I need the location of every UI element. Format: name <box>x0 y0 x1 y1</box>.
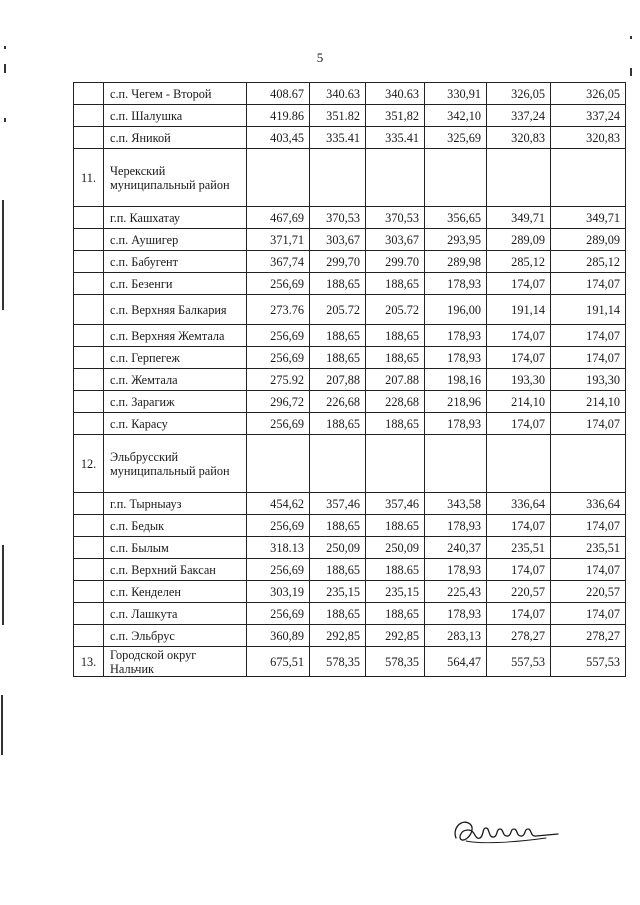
tariff-value-cell: 357,46 <box>310 493 366 515</box>
tariff-value-cell <box>247 149 310 207</box>
row-number-cell <box>74 515 104 537</box>
table-row <box>74 83 626 105</box>
settlement-name-cell: с.п. Карасу <box>104 413 247 435</box>
tariff-value-cell: 285,12 <box>551 251 626 273</box>
tariff-value-cell: 191,14 <box>487 295 551 325</box>
settlement-name-cell: с.п. Лашкута <box>104 603 247 625</box>
tariff-value-cell: 235,15 <box>366 581 425 603</box>
tariff-value-cell <box>366 149 425 207</box>
row-number-cell: 11. <box>74 149 104 207</box>
row-number-cell <box>74 273 104 295</box>
tariff-value-cell: 214,10 <box>551 391 626 413</box>
tariff-value-cell: 188,65 <box>310 273 366 295</box>
tariff-value-cell: 296,72 <box>247 391 310 413</box>
settlement-name-cell: с.п. Герпегеж <box>104 347 247 369</box>
tariff-value-cell: 356,65 <box>425 207 487 229</box>
tariff-value-cell: 337,24 <box>551 105 626 127</box>
tariff-value-cell: 178,93 <box>425 515 487 537</box>
settlement-name-cell: с.п. Жемтала <box>104 369 247 391</box>
table-row <box>74 347 626 369</box>
tariff-value-cell: 278,27 <box>551 625 626 647</box>
tariff-value-cell <box>310 149 366 207</box>
tariff-table-body <box>74 83 626 677</box>
tariff-value-cell: 218,96 <box>425 391 487 413</box>
tariff-value-cell <box>247 435 310 493</box>
tariff-value-cell: 289,09 <box>551 229 626 251</box>
tariff-value-cell: 403,45 <box>247 127 310 149</box>
table-row <box>74 273 626 295</box>
tariff-value-cell: 325,69 <box>425 127 487 149</box>
tariff-value-cell: 178,93 <box>425 603 487 625</box>
tariff-value-cell: 320,83 <box>551 127 626 149</box>
tariff-value-cell: 207.88 <box>366 369 425 391</box>
settlement-name-cell: г.п. Тырныауз <box>104 493 247 515</box>
tariff-value-cell: 299,70 <box>310 251 366 273</box>
row-number-cell <box>74 559 104 581</box>
settlement-name-cell: с.п. Верхняя Балкария <box>104 295 247 325</box>
row-number-cell <box>74 369 104 391</box>
tariff-value-cell: 198,16 <box>425 369 487 391</box>
tariff-value-cell <box>487 149 551 207</box>
settlement-name-cell: Эльбрусский муниципальный район <box>104 435 247 493</box>
tariff-value-cell: 335.41 <box>310 127 366 149</box>
page-number: 5 <box>316 50 324 65</box>
tariff-value-cell <box>310 435 366 493</box>
settlement-name-cell: Городской округ Нальчик <box>104 647 247 677</box>
table-row <box>74 625 626 647</box>
table-row <box>74 413 626 435</box>
tariff-value-cell: 188,65 <box>310 559 366 581</box>
tariff-value-cell: 256,69 <box>247 603 310 625</box>
row-number-cell <box>74 207 104 229</box>
settlement-name-cell: с.п. Бедык <box>104 515 247 537</box>
table-row <box>74 581 626 603</box>
tariff-value-cell: 174,07 <box>551 413 626 435</box>
tariff-value-cell: 188,65 <box>366 347 425 369</box>
tariff-value-cell: 250,09 <box>310 537 366 559</box>
row-number-cell <box>74 105 104 127</box>
row-number-cell <box>74 325 104 347</box>
tariff-value-cell: 408.67 <box>247 83 310 105</box>
tariff-value-cell: 357,46 <box>366 493 425 515</box>
tariff-value-cell: 256,69 <box>247 347 310 369</box>
tariff-value-cell: 367,74 <box>247 251 310 273</box>
tariff-value-cell: 557,53 <box>487 647 551 677</box>
settlement-name-cell: с.п. Былым <box>104 537 247 559</box>
table-row <box>74 207 626 229</box>
tariff-value-cell: 564,47 <box>425 647 487 677</box>
district-header-row <box>74 435 626 493</box>
table-row <box>74 493 626 515</box>
tariff-value-cell: 174,07 <box>551 603 626 625</box>
tariff-value-cell: 188,65 <box>310 603 366 625</box>
tariff-value-cell: 371,71 <box>247 229 310 251</box>
tariff-value-cell: 256,69 <box>247 273 310 295</box>
tariff-value-cell: 256,69 <box>247 325 310 347</box>
tariff-value-cell <box>425 149 487 207</box>
tariff-value-cell: 275.92 <box>247 369 310 391</box>
tariff-value-cell: 235,51 <box>551 537 626 559</box>
tariff-value-cell: 174,07 <box>487 273 551 295</box>
tariff-value-cell: 235,51 <box>487 537 551 559</box>
scan-mark <box>4 46 6 49</box>
tariff-value-cell: 370,53 <box>310 207 366 229</box>
tariff-value-cell: 220,57 <box>551 581 626 603</box>
tariff-value-cell: 196,00 <box>425 295 487 325</box>
tariff-value-cell: 343,58 <box>425 493 487 515</box>
tariff-value-cell: 174,07 <box>487 325 551 347</box>
tariff-value-cell: 174,07 <box>551 559 626 581</box>
settlement-name-cell: с.п. Зарагиж <box>104 391 247 413</box>
settlement-name-cell: с.п. Аушигер <box>104 229 247 251</box>
table-row <box>74 515 626 537</box>
tariff-value-cell: 289,98 <box>425 251 487 273</box>
scan-mark <box>630 68 632 76</box>
tariff-value-cell: 174,07 <box>487 559 551 581</box>
tariff-value-cell: 226,68 <box>310 391 366 413</box>
district-header-row <box>74 149 626 207</box>
tariff-value-cell: 351.82 <box>310 105 366 127</box>
tariff-value-cell: 188,65 <box>366 603 425 625</box>
tariff-value-cell: 303,67 <box>366 229 425 251</box>
settlement-name-cell: с.п. Чегем - Второй <box>104 83 247 105</box>
tariff-value-cell: 191,14 <box>551 295 626 325</box>
table-row <box>74 105 626 127</box>
scan-mark <box>4 64 6 73</box>
tariff-value-cell: 250,09 <box>366 537 425 559</box>
tariff-value-cell: 351,82 <box>366 105 425 127</box>
settlement-name-cell: с.п. Бабугент <box>104 251 247 273</box>
tariff-value-cell: 178,93 <box>425 347 487 369</box>
tariff-value-cell: 188,65 <box>310 325 366 347</box>
row-number-cell: 13. <box>74 647 104 677</box>
tariff-value-cell: 326,05 <box>551 83 626 105</box>
table-row <box>74 369 626 391</box>
tariff-value-cell: 256,69 <box>247 559 310 581</box>
tariff-value-cell: 578,35 <box>366 647 425 677</box>
settlement-name-cell: с.п. Яникой <box>104 127 247 149</box>
tariff-value-cell: 285,12 <box>487 251 551 273</box>
tariff-value-cell: 178,93 <box>425 559 487 581</box>
tariff-value-cell: 335.41 <box>366 127 425 149</box>
settlement-name-cell: с.п. Эльбрус <box>104 625 247 647</box>
settlement-name-cell: с.п. Безенги <box>104 273 247 295</box>
tariff-value-cell: 174,07 <box>551 273 626 295</box>
row-number-cell <box>74 83 104 105</box>
table-row <box>74 295 626 325</box>
settlement-name-cell: с.п. Кенделен <box>104 581 247 603</box>
tariff-value-cell <box>425 435 487 493</box>
row-number-cell <box>74 295 104 325</box>
scan-mark <box>2 545 4 625</box>
tariff-value-cell: 320,83 <box>487 127 551 149</box>
tariff-value-cell: 174,07 <box>551 347 626 369</box>
tariff-value-cell: 178,93 <box>425 325 487 347</box>
tariff-value-cell: 228,68 <box>366 391 425 413</box>
tariff-value-cell: 349,71 <box>487 207 551 229</box>
scan-mark <box>2 200 4 310</box>
tariff-value-cell: 342,10 <box>425 105 487 127</box>
row-number-cell: 12. <box>74 435 104 493</box>
tariff-value-cell: 370,53 <box>366 207 425 229</box>
tariff-value-cell: 467,69 <box>247 207 310 229</box>
row-number-cell <box>74 603 104 625</box>
tariff-value-cell: 360,89 <box>247 625 310 647</box>
tariff-value-cell: 193,30 <box>551 369 626 391</box>
table-row <box>74 229 626 251</box>
row-number-cell <box>74 391 104 413</box>
tariff-value-cell: 675,51 <box>247 647 310 677</box>
settlement-name-cell: с.п. Верхний Баксан <box>104 559 247 581</box>
settlement-name-cell: с.п. Верхняя Жемтала <box>104 325 247 347</box>
tariff-value-cell: 174,07 <box>487 515 551 537</box>
tariff-value-cell: 225,43 <box>425 581 487 603</box>
tariff-value-cell: 178,93 <box>425 413 487 435</box>
tariff-value-cell: 220,57 <box>487 581 551 603</box>
tariff-value-cell: 188,65 <box>366 273 425 295</box>
row-number-cell <box>74 229 104 251</box>
tariff-value-cell: 188,65 <box>310 413 366 435</box>
tariff-value-cell: 174,07 <box>487 413 551 435</box>
tariff-value-cell: 349,71 <box>551 207 626 229</box>
row-number-cell <box>74 413 104 435</box>
tariff-value-cell: 188.65 <box>366 515 425 537</box>
tariff-value-cell: 289,09 <box>487 229 551 251</box>
tariff-value-cell: 336,64 <box>551 493 626 515</box>
tariff-value-cell: 273.76 <box>247 295 310 325</box>
tariff-value-cell: 340.63 <box>366 83 425 105</box>
tariff-value-cell: 240,37 <box>425 537 487 559</box>
tariff-value-cell: 336,64 <box>487 493 551 515</box>
table-row <box>74 325 626 347</box>
tariff-value-cell: 188,65 <box>366 413 425 435</box>
tariff-value-cell: 174,07 <box>487 603 551 625</box>
tariff-value-cell: 293,95 <box>425 229 487 251</box>
tariff-value-cell: 278,27 <box>487 625 551 647</box>
row-number-cell <box>74 581 104 603</box>
row-number-cell <box>74 537 104 559</box>
table-row <box>74 391 626 413</box>
tariff-value-cell: 330,91 <box>425 83 487 105</box>
tariff-value-cell: 292,85 <box>366 625 425 647</box>
table-row <box>74 127 626 149</box>
table-row <box>74 251 626 273</box>
signature <box>450 810 565 852</box>
tariff-value-cell: 299.70 <box>366 251 425 273</box>
tariff-value-cell: 174,07 <box>487 347 551 369</box>
tariff-value-cell: 174,07 <box>551 325 626 347</box>
tariff-value-cell: 578,35 <box>310 647 366 677</box>
tariff-value-cell: 207,88 <box>310 369 366 391</box>
tariff-table <box>73 82 626 677</box>
scan-mark <box>630 36 632 39</box>
tariff-value-cell: 292,85 <box>310 625 366 647</box>
tariff-value-cell: 283,13 <box>425 625 487 647</box>
tariff-value-cell: 188,65 <box>310 347 366 369</box>
row-number-cell <box>74 625 104 647</box>
tariff-value-cell: 235,15 <box>310 581 366 603</box>
scan-mark <box>4 118 6 122</box>
tariff-value-cell: 178,93 <box>425 273 487 295</box>
settlement-name-cell: Черекский муниципальный район <box>104 149 247 207</box>
tariff-value-cell <box>366 435 425 493</box>
tariff-value-cell: 193,30 <box>487 369 551 391</box>
row-number-cell <box>74 251 104 273</box>
tariff-value-cell: 214,10 <box>487 391 551 413</box>
row-number-cell <box>74 127 104 149</box>
tariff-value-cell: 419.86 <box>247 105 310 127</box>
tariff-value-cell: 188,65 <box>366 325 425 347</box>
tariff-value-cell: 205.72 <box>310 295 366 325</box>
tariff-value-cell <box>551 435 626 493</box>
tariff-value-cell: 318.13 <box>247 537 310 559</box>
tariff-value-cell: 256,69 <box>247 413 310 435</box>
tariff-value-cell: 557,53 <box>551 647 626 677</box>
tariff-value-cell: 188,65 <box>310 515 366 537</box>
tariff-value-cell: 188.65 <box>366 559 425 581</box>
row-number-cell <box>74 347 104 369</box>
tariff-value-cell: 340.63 <box>310 83 366 105</box>
settlement-name-cell: г.п. Кашхатау <box>104 207 247 229</box>
tariff-value-cell: 205.72 <box>366 295 425 325</box>
tariff-value-cell: 174,07 <box>551 515 626 537</box>
tariff-value-cell: 326,05 <box>487 83 551 105</box>
table-row <box>74 603 626 625</box>
tariff-value-cell: 454,62 <box>247 493 310 515</box>
tariff-value-cell <box>551 149 626 207</box>
scan-mark <box>1 695 3 755</box>
table-row <box>74 559 626 581</box>
settlement-name-cell: с.п. Шалушка <box>104 105 247 127</box>
tariff-value-cell: 337,24 <box>487 105 551 127</box>
tariff-value-cell: 303,67 <box>310 229 366 251</box>
tariff-value-cell <box>487 435 551 493</box>
row-number-cell <box>74 493 104 515</box>
tariff-value-cell: 256,69 <box>247 515 310 537</box>
tariff-value-cell: 303,19 <box>247 581 310 603</box>
table-row <box>74 647 626 677</box>
table-row <box>74 537 626 559</box>
